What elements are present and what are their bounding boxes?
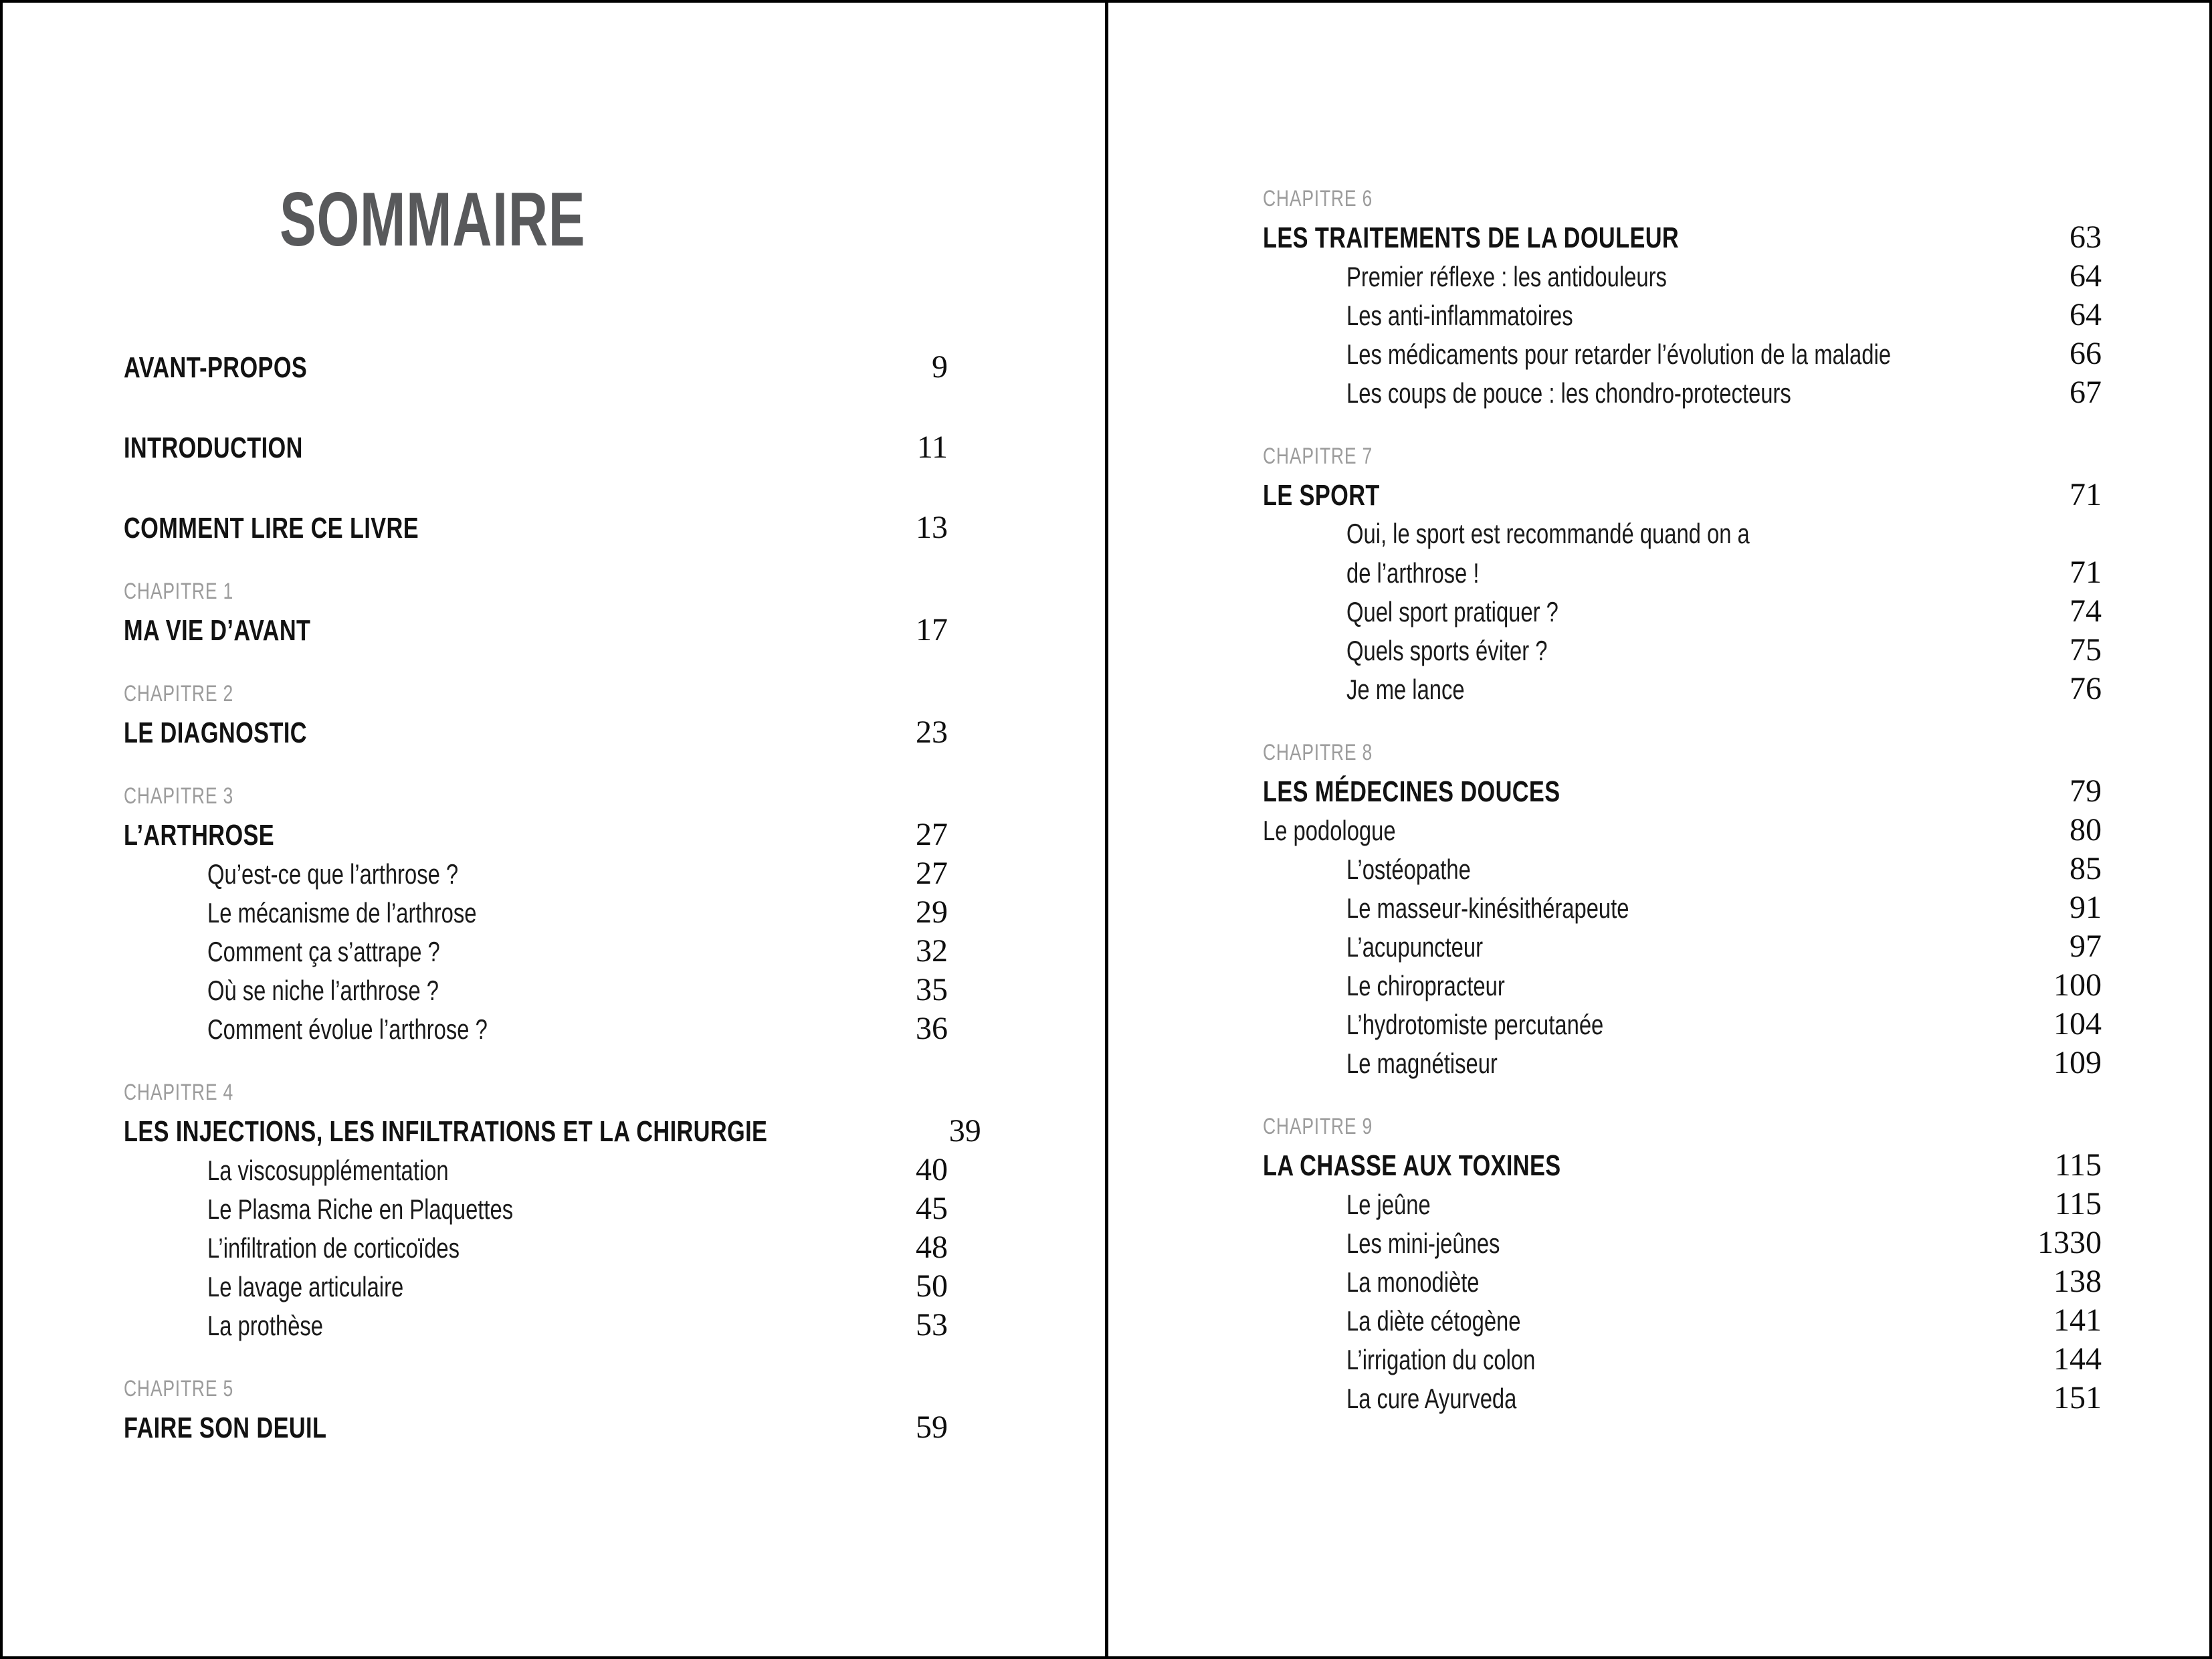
- entry-page-number: 80: [2070, 812, 2102, 848]
- entry-page-number: 29: [916, 894, 948, 930]
- entry-label: Quel sport pratiquer ?: [1346, 596, 1559, 627]
- entry-label: MA VIE D’AVANT: [124, 614, 311, 647]
- entry-label: Quels sports éviter ?: [1346, 635, 1548, 666]
- toc-section: [3, 674, 1105, 752]
- entry-page-number: 9: [932, 349, 948, 385]
- chapter-label: CHAPITRE 3: [124, 783, 234, 809]
- entry-page-number: 35: [916, 972, 948, 1007]
- entry-label: Le masseur-kinésithérapeute: [1346, 892, 1629, 924]
- entry-page-number: 27: [916, 817, 948, 852]
- toc-entry: [1108, 1224, 2209, 1262]
- entry-label: AVANT-PROPOS: [124, 351, 308, 384]
- entry-label: L’ostéopathe: [1346, 854, 1471, 885]
- chapter-label: CHAPITRE 5: [124, 1376, 234, 1401]
- toc-entry: [1108, 1005, 2209, 1044]
- left-page: [3, 3, 1105, 1656]
- entry-page-number: 67: [2070, 375, 2102, 410]
- entry-label: Les anti-inflammatoires: [1346, 300, 1573, 331]
- entry-page-number: 91: [2070, 890, 2102, 925]
- entry-label: Le Plasma Riche en Plaquettes: [207, 1193, 514, 1225]
- entry-label: Les mini-jeûnes: [1346, 1228, 1500, 1259]
- toc-entry: [3, 713, 1105, 752]
- toc-entry: [3, 1267, 1105, 1306]
- toc-section: [3, 1073, 1105, 1345]
- entry-page-number: 115: [2054, 1186, 2102, 1222]
- entry-label: La diète cétogène: [1346, 1305, 1521, 1337]
- toc-entry: [1108, 631, 2209, 670]
- toc-entry: [1108, 772, 2209, 811]
- toc-entry: [1108, 1044, 2209, 1082]
- entry-page-number: 13: [916, 510, 948, 545]
- entry-page-number: 75: [2070, 632, 2102, 668]
- toc-entry: [1108, 1262, 2209, 1301]
- entry-label: L’irrigation du colon: [1346, 1344, 1536, 1375]
- toc-section: [3, 428, 1105, 467]
- entry-label: LES INJECTIONS, LES INFILTRATIONS ET LA CHIRURGIE: [124, 1115, 768, 1148]
- entry-page-number: 40: [916, 1152, 948, 1187]
- entry-label: Le mécanisme de l’arthrose: [207, 897, 477, 929]
- chapter-label: CHAPITRE 9: [1263, 1114, 1373, 1139]
- toc-entry: [1108, 1379, 2209, 1418]
- entry-label: Comment ça s’attrape ?: [207, 936, 440, 967]
- toc-section: [3, 572, 1105, 650]
- entry-page-number: 115: [2054, 1147, 2102, 1183]
- entry-label: COMMENT LIRE CE LIVRE: [124, 512, 419, 545]
- toc-entry: [3, 1228, 1105, 1267]
- chapter-label-row: [1108, 437, 2209, 476]
- toc-entry: [3, 508, 1105, 547]
- entry-label: L’acupuncteur: [1346, 931, 1484, 963]
- toc-entry: [1108, 592, 2209, 631]
- entry-label: La cure Ayurveda: [1346, 1383, 1517, 1414]
- toc-entry: [1108, 1185, 2209, 1224]
- toc-entry: [1108, 218, 2209, 257]
- chapter-label-row: [1108, 733, 2209, 772]
- entry-page-number: 100: [2053, 967, 2102, 1003]
- toc-entry: [1108, 257, 2209, 296]
- entry-label: Les coups de pouce : les chondro-protecteurs: [1346, 377, 1791, 409]
- entry-page-number: 104: [2053, 1006, 2102, 1042]
- chapter-label: CHAPITRE 1: [124, 579, 234, 604]
- entry-page-number: 53: [916, 1307, 948, 1343]
- toc-entry: [1108, 296, 2209, 334]
- entry-label: Les médicaments pour retarder l’évolution de la maladie: [1346, 338, 1891, 370]
- right-page: [1108, 3, 2209, 1656]
- chapter-label-row: [3, 777, 1105, 815]
- toc-entry: [3, 428, 1105, 467]
- entry-page-number: 11: [916, 429, 948, 465]
- toc-entry: [3, 971, 1105, 1009]
- entry-page-number: 17: [916, 612, 948, 648]
- entry-page-number: 50: [916, 1268, 948, 1304]
- chapter-label-row: [3, 572, 1105, 611]
- toc-section: [3, 508, 1105, 547]
- page-title: SOMMAIRE: [280, 177, 586, 262]
- entry-label: Je me lance: [1346, 674, 1465, 705]
- entry-label: LE SPORT: [1263, 479, 1380, 512]
- toc-section: [3, 777, 1105, 1048]
- entry-label: L’ARTHROSE: [124, 819, 275, 852]
- toc-entry: [1108, 966, 2209, 1005]
- entry-page-number: 63: [2070, 219, 2102, 255]
- chapter-label-row: [3, 674, 1105, 713]
- toc-entry: [1108, 476, 2209, 514]
- entry-label: Le podologue: [1263, 815, 1396, 846]
- entry-page-number: 74: [2070, 593, 2102, 629]
- entry-label: L’hydrotomiste percutanée: [1346, 1009, 1604, 1040]
- entry-page-number: 66: [2070, 336, 2102, 371]
- entry-label: L’infiltration de corticoïdes: [207, 1232, 460, 1264]
- toc-entry: [3, 854, 1105, 893]
- toc-entry: [1108, 670, 2209, 708]
- entry-page-number: 59: [916, 1409, 948, 1445]
- entry-label: Le chiropracteur: [1346, 970, 1505, 1001]
- entry-page-number: 27: [916, 856, 948, 891]
- toc-entry: [3, 893, 1105, 932]
- entry-page-number: 64: [2070, 258, 2102, 294]
- entry-label: INTRODUCTION: [124, 431, 303, 464]
- entry-page-number: 151: [2053, 1380, 2102, 1416]
- entry-page-number: 23: [916, 714, 948, 750]
- entry-label: LES TRAITEMENTS DE LA DOULEUR: [1263, 221, 1680, 254]
- toc-entry: [1108, 888, 2209, 927]
- entry-label: LE DIAGNOSTIC: [124, 716, 307, 749]
- entry-label: Oui, le sport est recommandé quand on a: [1346, 518, 1750, 549]
- chapter-label: CHAPITRE 2: [124, 681, 234, 706]
- entry-page-number: 1330: [2037, 1225, 2102, 1260]
- entry-label: Le magnétiseur: [1346, 1048, 1498, 1079]
- toc-entry: [1108, 850, 2209, 888]
- chapter-label-row: [3, 1369, 1105, 1408]
- entry-page-number: 97: [2070, 929, 2102, 964]
- chapter-label-row: [1108, 179, 2209, 218]
- entry-page-number: 64: [2070, 297, 2102, 332]
- toc-entry: [1108, 811, 2209, 850]
- toc-entry: [3, 1189, 1105, 1228]
- entry-page-number: 109: [2053, 1045, 2102, 1080]
- entry-label: Qu’est-ce que l’arthrose ?: [207, 858, 459, 890]
- toc-section: [1108, 437, 2209, 708]
- toc-entry: [3, 1009, 1105, 1048]
- toc-entry: [3, 815, 1105, 854]
- toc-entry: [1108, 1340, 2209, 1379]
- entry-page-number: 71: [2070, 477, 2102, 512]
- toc-entry: [3, 932, 1105, 971]
- toc-entry: [3, 1306, 1105, 1345]
- toc-entry: [3, 1408, 1105, 1447]
- entry-label: Où se niche l’arthrose ?: [207, 975, 439, 1006]
- entry-label: La prothèse: [207, 1310, 324, 1341]
- toc-section: [1108, 733, 2209, 1082]
- toc-entry: [3, 1151, 1105, 1189]
- entry-page-number: 141: [2053, 1302, 2102, 1338]
- chapter-label: CHAPITRE 4: [124, 1080, 234, 1105]
- entry-label: LES MÉDECINES DOUCES: [1263, 775, 1561, 808]
- entry-label: LA CHASSE AUX TOXINES: [1263, 1149, 1561, 1182]
- chapter-label: CHAPITRE 7: [1263, 444, 1373, 469]
- entry-label: Premier réflexe : les antidouleurs: [1346, 261, 1667, 292]
- entry-page-number: 32: [916, 933, 948, 969]
- entry-label: Le lavage articulaire: [207, 1271, 404, 1302]
- entry-page-number: 45: [916, 1191, 948, 1226]
- entry-label: Comment évolue l’arthrose ?: [207, 1013, 488, 1045]
- right-toc-list: [1108, 3, 2209, 1418]
- entry-page-number: 138: [2053, 1264, 2102, 1299]
- chapter-label-row: [1108, 1107, 2209, 1146]
- toc-entry: [1108, 334, 2209, 373]
- entry-label: La monodiète: [1346, 1266, 1480, 1298]
- toc-entry: [1108, 1301, 2209, 1340]
- toc-entry: [3, 348, 1105, 387]
- toc-entry: [1108, 1146, 2209, 1185]
- entry-label: FAIRE SON DEUIL: [124, 1411, 327, 1444]
- chapter-label-row: [3, 1073, 1105, 1112]
- entry-page-number: 71: [2070, 555, 2102, 590]
- entry-page-number: 48: [916, 1230, 948, 1265]
- toc-entry: [1108, 927, 2209, 966]
- left-toc-list: [3, 348, 1105, 1447]
- entry-label: Le jeûne: [1346, 1189, 1431, 1220]
- entry-label: de l’arthrose !: [1346, 557, 1480, 589]
- toc-entry: [3, 611, 1105, 650]
- entry-label: La viscosupplémentation: [207, 1155, 449, 1186]
- entry-page-number: 36: [916, 1011, 948, 1046]
- toc-entry: [3, 1112, 1105, 1151]
- toc-section: [3, 348, 1105, 387]
- entry-page-number: 76: [2070, 671, 2102, 706]
- entry-page-number: 39: [948, 1113, 981, 1149]
- chapter-label: CHAPITRE 8: [1263, 740, 1373, 765]
- toc-section: [1108, 1107, 2209, 1418]
- entry-page-number: 79: [2070, 773, 2102, 809]
- toc-entry: [1108, 373, 2209, 412]
- toc-entry: [1108, 514, 2209, 553]
- entry-page-number: 85: [2070, 851, 2102, 886]
- chapter-label: CHAPITRE 6: [1263, 186, 1373, 211]
- toc-section: [3, 1369, 1105, 1447]
- entry-page-number: 144: [2053, 1341, 2102, 1377]
- toc-section: [1108, 179, 2209, 412]
- toc-entry: [1108, 553, 2209, 592]
